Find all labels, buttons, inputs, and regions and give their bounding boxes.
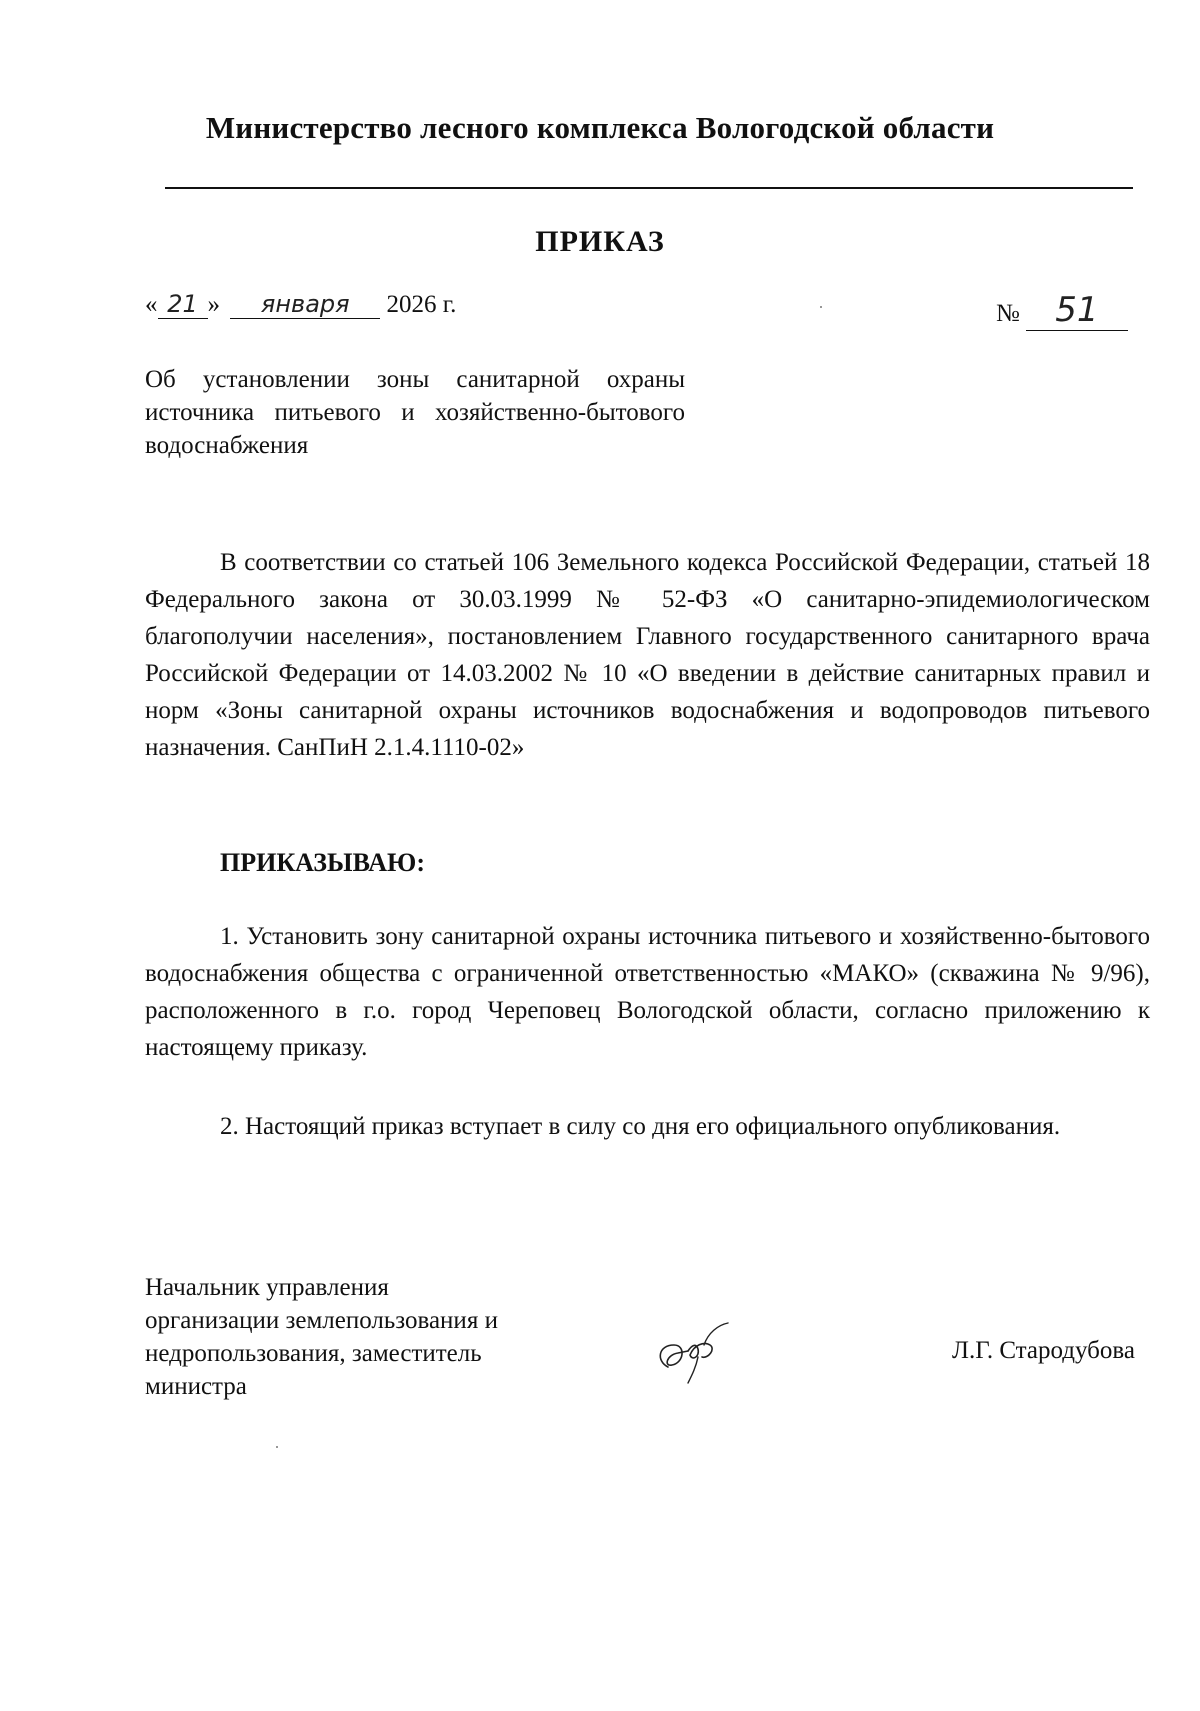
- scan-speck: [276, 1446, 278, 1448]
- date-day: 21: [158, 290, 208, 319]
- position-line: Начальник управления: [145, 1274, 389, 1301]
- order-item-2: 2. Настоящий приказ вступает в силу со дня его официального опубликования.: [220, 1113, 1061, 1140]
- document-type: ПРИКАЗ: [535, 225, 665, 258]
- signer-name: Л.Г. Стародубова: [952, 1337, 1135, 1364]
- scan-speck: [820, 306, 822, 308]
- number-label: №: [996, 300, 1020, 327]
- order-item-1: 1. Установить зону санитарной охраны источника питьевого и хозяйственно-бытового водоснабжения общества с ограниченной ответственностью «МАКО» (скважина № 9/96), расположенного в г.о. город Череповец Вологодской области, согласно приложению к настоящему приказу.: [145, 923, 1150, 1061]
- number-value: 51: [1026, 290, 1128, 331]
- date-open-quote: «: [145, 291, 158, 318]
- header-rule: [165, 187, 1133, 189]
- date-close-quote: »: [207, 291, 220, 318]
- date-month: января: [230, 290, 380, 319]
- position-line: организации землепользования и: [145, 1307, 498, 1334]
- handwritten-signature: [648, 1315, 738, 1395]
- order-directive: ПРИКАЗЫВАЮ:: [220, 848, 425, 877]
- position-line: недропользования, заместитель: [145, 1340, 482, 1367]
- signer-position: [145, 1271, 585, 1403]
- date-year: 2026 г.: [386, 291, 457, 318]
- preamble-paragraph: В соответствии со статьей 106 Земельного кодекса Российской Федерации, статьей 18 Федерального закона от 30.03.1999 № 52-ФЗ «О санитарно-эпидемиологическом благополучии населения», постановлением Главного государственного санитарного врача Российской Федерации от 14.03.2002 № 10 «О введении в действие санитарных правил и норм «Зоны санитарной охраны источников водоснабжения и водопроводов питьевого назначения. СанПиН 2.1.4.1110-02»: [145, 549, 1150, 761]
- order-number: [996, 290, 1128, 331]
- order-date: [145, 290, 456, 330]
- order-subject: Об установлении зоны санитарной охраны источника питьевого и хозяйственно-бытового водоснабжения: [145, 366, 685, 459]
- ministry-name: Министерство лесного комплекса Вологодской области: [205, 110, 995, 145]
- position-line: министра: [145, 1373, 247, 1400]
